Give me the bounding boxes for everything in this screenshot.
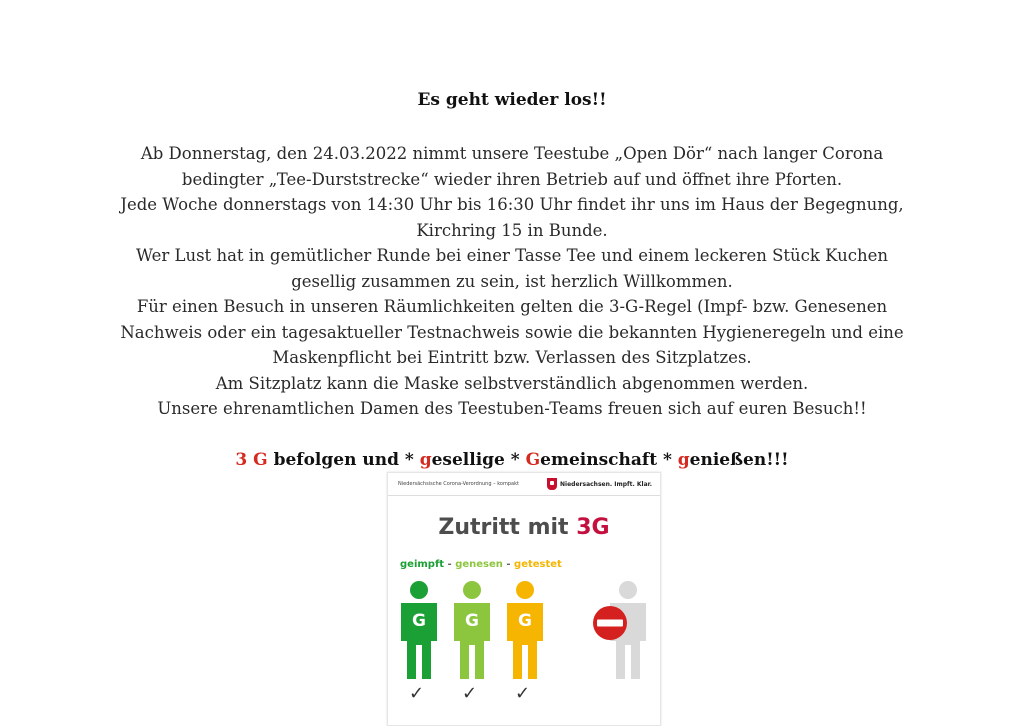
legend-separator: - (502, 559, 515, 570)
figure-head (463, 581, 481, 599)
slogan (0, 450, 1024, 470)
poster-caption: Niedersächsische Corona-Verordnung – kompakt (398, 481, 519, 487)
paragraph-line: Ab Donnerstag, den 24.03.2022 nimmt unsere Teestube „Open Dör“ nach langer Corona (140, 144, 884, 163)
slogan-part: g (419, 450, 432, 470)
paragraph-line: Am Sitzplatz kann die Maske selbstverständlich abgenommen werden. (215, 373, 809, 393)
legend-geimpft: geimpft (400, 559, 445, 570)
slogan-part: G (525, 450, 541, 470)
paragraph-line: gesellig zusammen zu sein, ist herzlich Willkommen. (291, 271, 733, 291)
no-entry-bar (597, 620, 623, 627)
3g-poster-image (387, 472, 661, 726)
figure-denied (593, 581, 646, 679)
paragraph-line: Für einen Besuch in unseren Räumlichkeiten gelten die 3-G-Regel (Impf- bzw. Genesenen (136, 297, 888, 316)
legend-genesen: genesen (455, 559, 503, 570)
figure-head (619, 581, 637, 599)
checkmark-icon: ✓ (409, 683, 425, 704)
paragraph-line: Wer Lust hat in gemütlicher Runde bei einer Tasse Tee und einem leckeren Stück Kuchen (136, 246, 888, 265)
slogan-part: emeinschaft * (540, 450, 678, 470)
slogan-part: befolgen und * (267, 450, 420, 470)
slogan-part: enießen!!! (689, 450, 789, 470)
figure-head (410, 581, 428, 599)
paragraph-line: Kirchring 15 in Bunde. (416, 220, 608, 240)
figure-getestet (507, 581, 543, 679)
checkmark-icon: ✓ (515, 683, 531, 704)
slogan-part: g (677, 450, 690, 470)
heading: Es geht wieder los!! (417, 90, 607, 110)
figure-head (516, 581, 534, 599)
slogan-part: 3 G (235, 450, 268, 470)
logo-text: Niedersachsen. Impft. Klar. (560, 480, 652, 488)
poster-title-highlight: 3G (576, 515, 610, 540)
body-text (40, 141, 984, 422)
legend-getestet: getestet (514, 559, 562, 570)
paragraph-line: Maskenpflicht bei Eintritt bzw. Verlassen des Sitzplatzes. (272, 348, 752, 367)
checkmark-icon: ✓ (462, 683, 478, 704)
paragraph-line: Nachweis oder ein tagesaktueller Testnachweis sowie die bekannten Hygieneregeln und eine (120, 322, 904, 342)
legend-separator: - (444, 559, 456, 570)
figure-letter: G (518, 611, 532, 631)
paragraph-line: Jede Woche donnerstags von 14:30 Uhr bis 16:30 Uhr findet ihr uns im Haus der Begegnung, (120, 195, 904, 214)
paragraph-line: bedingter „Tee-Durststrecke“ wieder ihren Betrieb auf und öffnet ihre Pforten. (181, 169, 843, 189)
paragraph-line: Unsere ehrenamtlichen Damen des Teestuben-Teams freuen sich auf euren Besuch!! (157, 399, 867, 418)
poster-title-main: Zutritt mit (438, 515, 577, 540)
figure-genesen (454, 581, 490, 679)
slogan-part: esellige * (431, 450, 526, 470)
figure-letter: G (465, 611, 479, 631)
figure-letter: G (412, 611, 426, 631)
figure-geimpft (401, 581, 437, 679)
